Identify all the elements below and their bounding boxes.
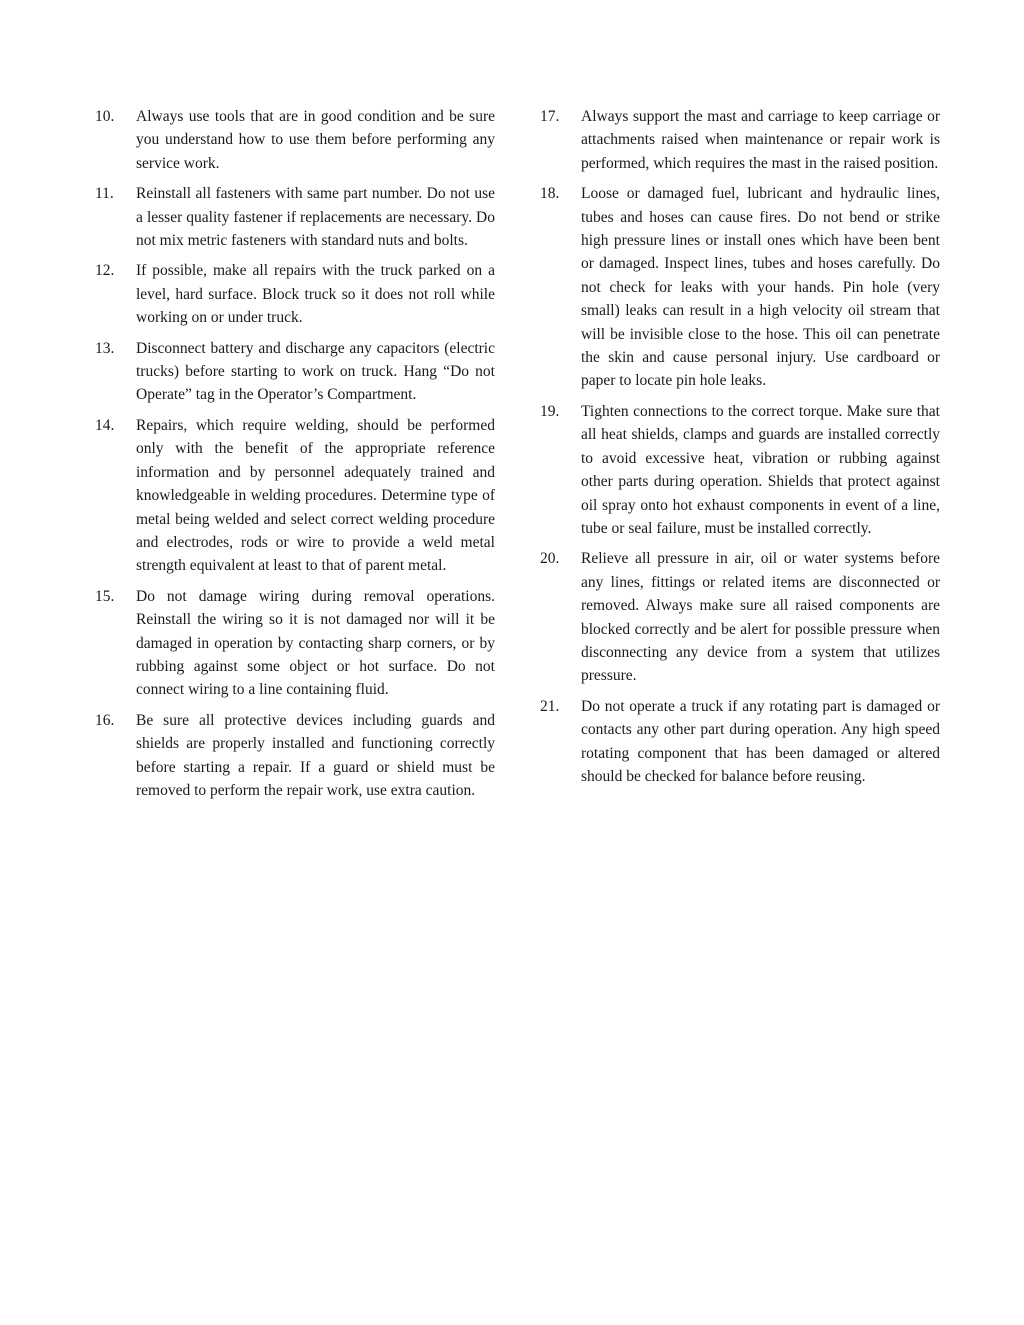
item-text: Do not damage wiring during removal operations. Reinstall the wiring so it is not damaged nor will it be damaged in operation by contacting sharp corners, or by rubbing against some object or hot surface. Do not connect wiring to a line containing fluid. [136, 587, 495, 699]
item-text: Relieve all pressure in air, oil or water systems before any lines, fittings or related items are disconnected or removed. Always make sure all raised components are blocked correctly and be alert for possible pressure when disconnecting any device from a system that utilizes pressure. [581, 550, 940, 685]
item-number: 15. [95, 587, 115, 605]
item-text: Be sure all protective devices including guards and shields are properly installed and functioning correctly before starting a repair. If a guard or shield must be removed to perform the repair work, use extra caution. [136, 711, 495, 799]
left-column [95, 105, 495, 809]
item-text: Always use tools that are in good condition and be sure you understand how to use them before performing any service work. [136, 108, 495, 172]
item-number: 14. [95, 416, 115, 434]
list-item [95, 105, 495, 175]
list-item [540, 105, 940, 175]
list-item [540, 182, 940, 393]
item-number: 10. [95, 108, 115, 125]
list-item [95, 585, 495, 702]
item-number: 20. [540, 550, 560, 568]
list-item [95, 259, 495, 329]
list-item [95, 709, 495, 803]
item-number: 21. [540, 697, 560, 715]
item-number: 17. [540, 108, 560, 125]
item-text: Reinstall all fasteners with same part number. Do not use a lesser quality fastener if replacements are necessary. Do not mix metric fasteners with standard nuts and bolts. [136, 185, 495, 250]
right-column [540, 105, 940, 795]
item-text: If possible, make all repairs with the truck parked on a level, hard surface. Block truck so it does not roll while working on or under truck. [136, 262, 495, 327]
list-item [540, 695, 940, 789]
item-text: Tighten connections to the correct torque. Make sure that all heat shields, clamps and guards are installed correctly to avoid excessive heat, vibration or rubbing against other parts during operation. Shields that protect against oil spray onto hot exhaust components in event of a line, tube or seal failure, must be installed correctly. [581, 402, 940, 537]
list-item [540, 400, 940, 540]
item-text: Do not operate a truck if any rotating part is damaged or contacts any other part during operation. Any high speed rotating component that has been damaged or altered should be checked for balance before reusing. [581, 697, 940, 785]
item-text: Disconnect battery and discharge any capacitors (electric trucks) before starting to work on truck. Hang “Do not Operate” tag in the Operator’s Compartment. [136, 339, 495, 404]
item-text: Repairs, which require welding, should be performed only with the benefit of the appropriate reference information and by personnel adequately trained and knowledgeable in welding procedures. Determine type of metal being welded and select correct welding procedure and electrodes, rods or wire to provide a weld metal strength equivalent at least to that of parent metal. [136, 416, 495, 575]
list-item [95, 182, 495, 252]
item-number: 12. [95, 262, 115, 280]
item-text: Always support the mast and carriage to keep carriage or attachments raised when maintenance or repair work is performed, which requires the mast in the raised position. [581, 108, 940, 172]
list-item [540, 547, 940, 687]
item-number: 11. [95, 185, 114, 203]
item-number: 13. [95, 339, 115, 357]
item-number: 16. [95, 711, 115, 729]
item-text: Loose or damaged fuel, lubricant and hydraulic lines, tubes and hoses can cause fires. Do not bend or strike high pressure lines or install ones which have been bent or damaged. Inspect lines, tubes and hoses carefully. Do not check for leaks with your hands. Pin hole (very small) leaks can result in a high velocity oil stream that will be invisible close to the hose. This oil can penetrate the skin and cause personal injury. Use cardboard or paper to locate pin hole leaks. [581, 185, 940, 390]
item-number: 18. [540, 185, 560, 203]
item-number: 19. [540, 402, 560, 420]
list-item [95, 414, 495, 578]
list-item [95, 337, 495, 407]
